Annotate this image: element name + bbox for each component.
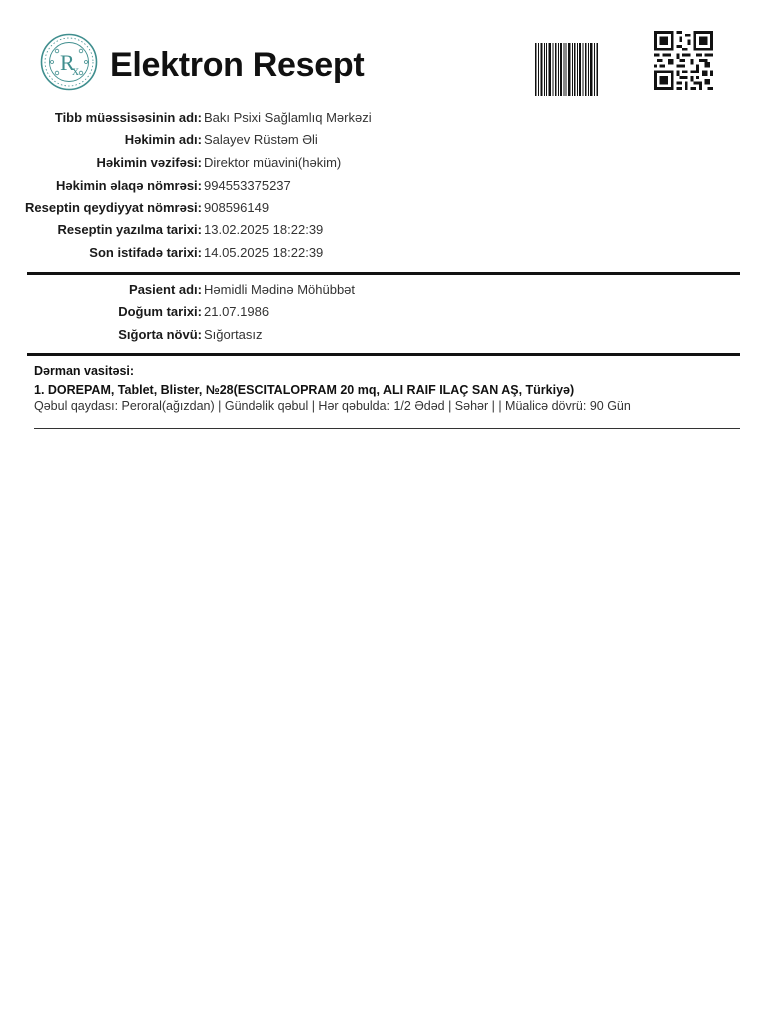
medication-usage: Qəbul qaydası: Peroral(ağızdan) | Gündəlik qəbul | Hər qəbulda: 1/2 Ədəd | Səhər | | Müalicə dövrü: 90 Gün <box>34 399 631 413</box>
info-value: Bakı Psixi Sağlamlıq Mərkəzi <box>204 110 372 125</box>
info-label: Pasient adı: <box>129 282 202 297</box>
info-label: Reseptin qeydiyyat nömrəsi: <box>25 200 202 215</box>
section-divider <box>34 428 740 429</box>
info-value: Direktor müavini(həkim) <box>204 155 342 170</box>
svg-text:x: x <box>72 64 79 79</box>
info-row-issue-date <box>0 220 768 240</box>
info-label: Həkimin adı: <box>124 132 202 147</box>
barcode-icon <box>535 43 598 96</box>
info-label: Son istifadə tarixi: <box>89 245 202 260</box>
info-value: 14.05.2025 18:22:39 <box>204 245 324 260</box>
rx-logo-icon <box>40 33 98 91</box>
info-row-birth-date <box>0 302 768 322</box>
svg-text:R: R <box>60 50 75 75</box>
info-label: Tibb müəssisəsinin adı: <box>54 110 202 125</box>
info-value: Salayev Rüstəm Əli <box>204 132 318 147</box>
info-value: 13.02.2025 18:22:39 <box>204 222 324 237</box>
section-divider <box>27 272 740 275</box>
info-row-doctor-name <box>0 130 768 150</box>
info-label: Həkimin əlaqə nömrəsi: <box>56 178 202 193</box>
info-value: 21.07.1986 <box>204 304 270 319</box>
qr-code-icon <box>654 31 713 90</box>
info-value: Həmidli Mədinə Möhübbət <box>204 282 356 297</box>
info-row-patient-name <box>0 280 768 300</box>
info-row-doctor-phone <box>0 176 768 196</box>
info-label: Reseptin yazılma tarixi: <box>57 222 202 237</box>
info-row-institution <box>0 108 768 128</box>
info-label: Doğum tarixi: <box>118 304 202 319</box>
section-divider <box>27 353 740 356</box>
info-label: Sığorta növü: <box>118 327 202 342</box>
medication-name: 1. DOREPAM, Tablet, Blister, №28(ESCITALOPRAM 20 mq, ALI RAIF ILAÇ SAN AŞ, Türkiyə) <box>34 383 575 397</box>
info-value: 908596149 <box>204 200 270 215</box>
info-value: 994553375237 <box>204 178 291 193</box>
info-row-registration-number <box>0 198 768 218</box>
info-value: Sığortasız <box>204 327 263 342</box>
info-row-expiry-date <box>0 243 768 263</box>
page-title: Elektron Resept <box>110 46 365 84</box>
info-label: Həkimin vəzifəsi: <box>96 155 202 170</box>
info-row-doctor-position <box>0 153 768 173</box>
info-row-insurance <box>0 325 768 345</box>
medication-heading: Dərman vasitəsi: <box>34 364 135 378</box>
